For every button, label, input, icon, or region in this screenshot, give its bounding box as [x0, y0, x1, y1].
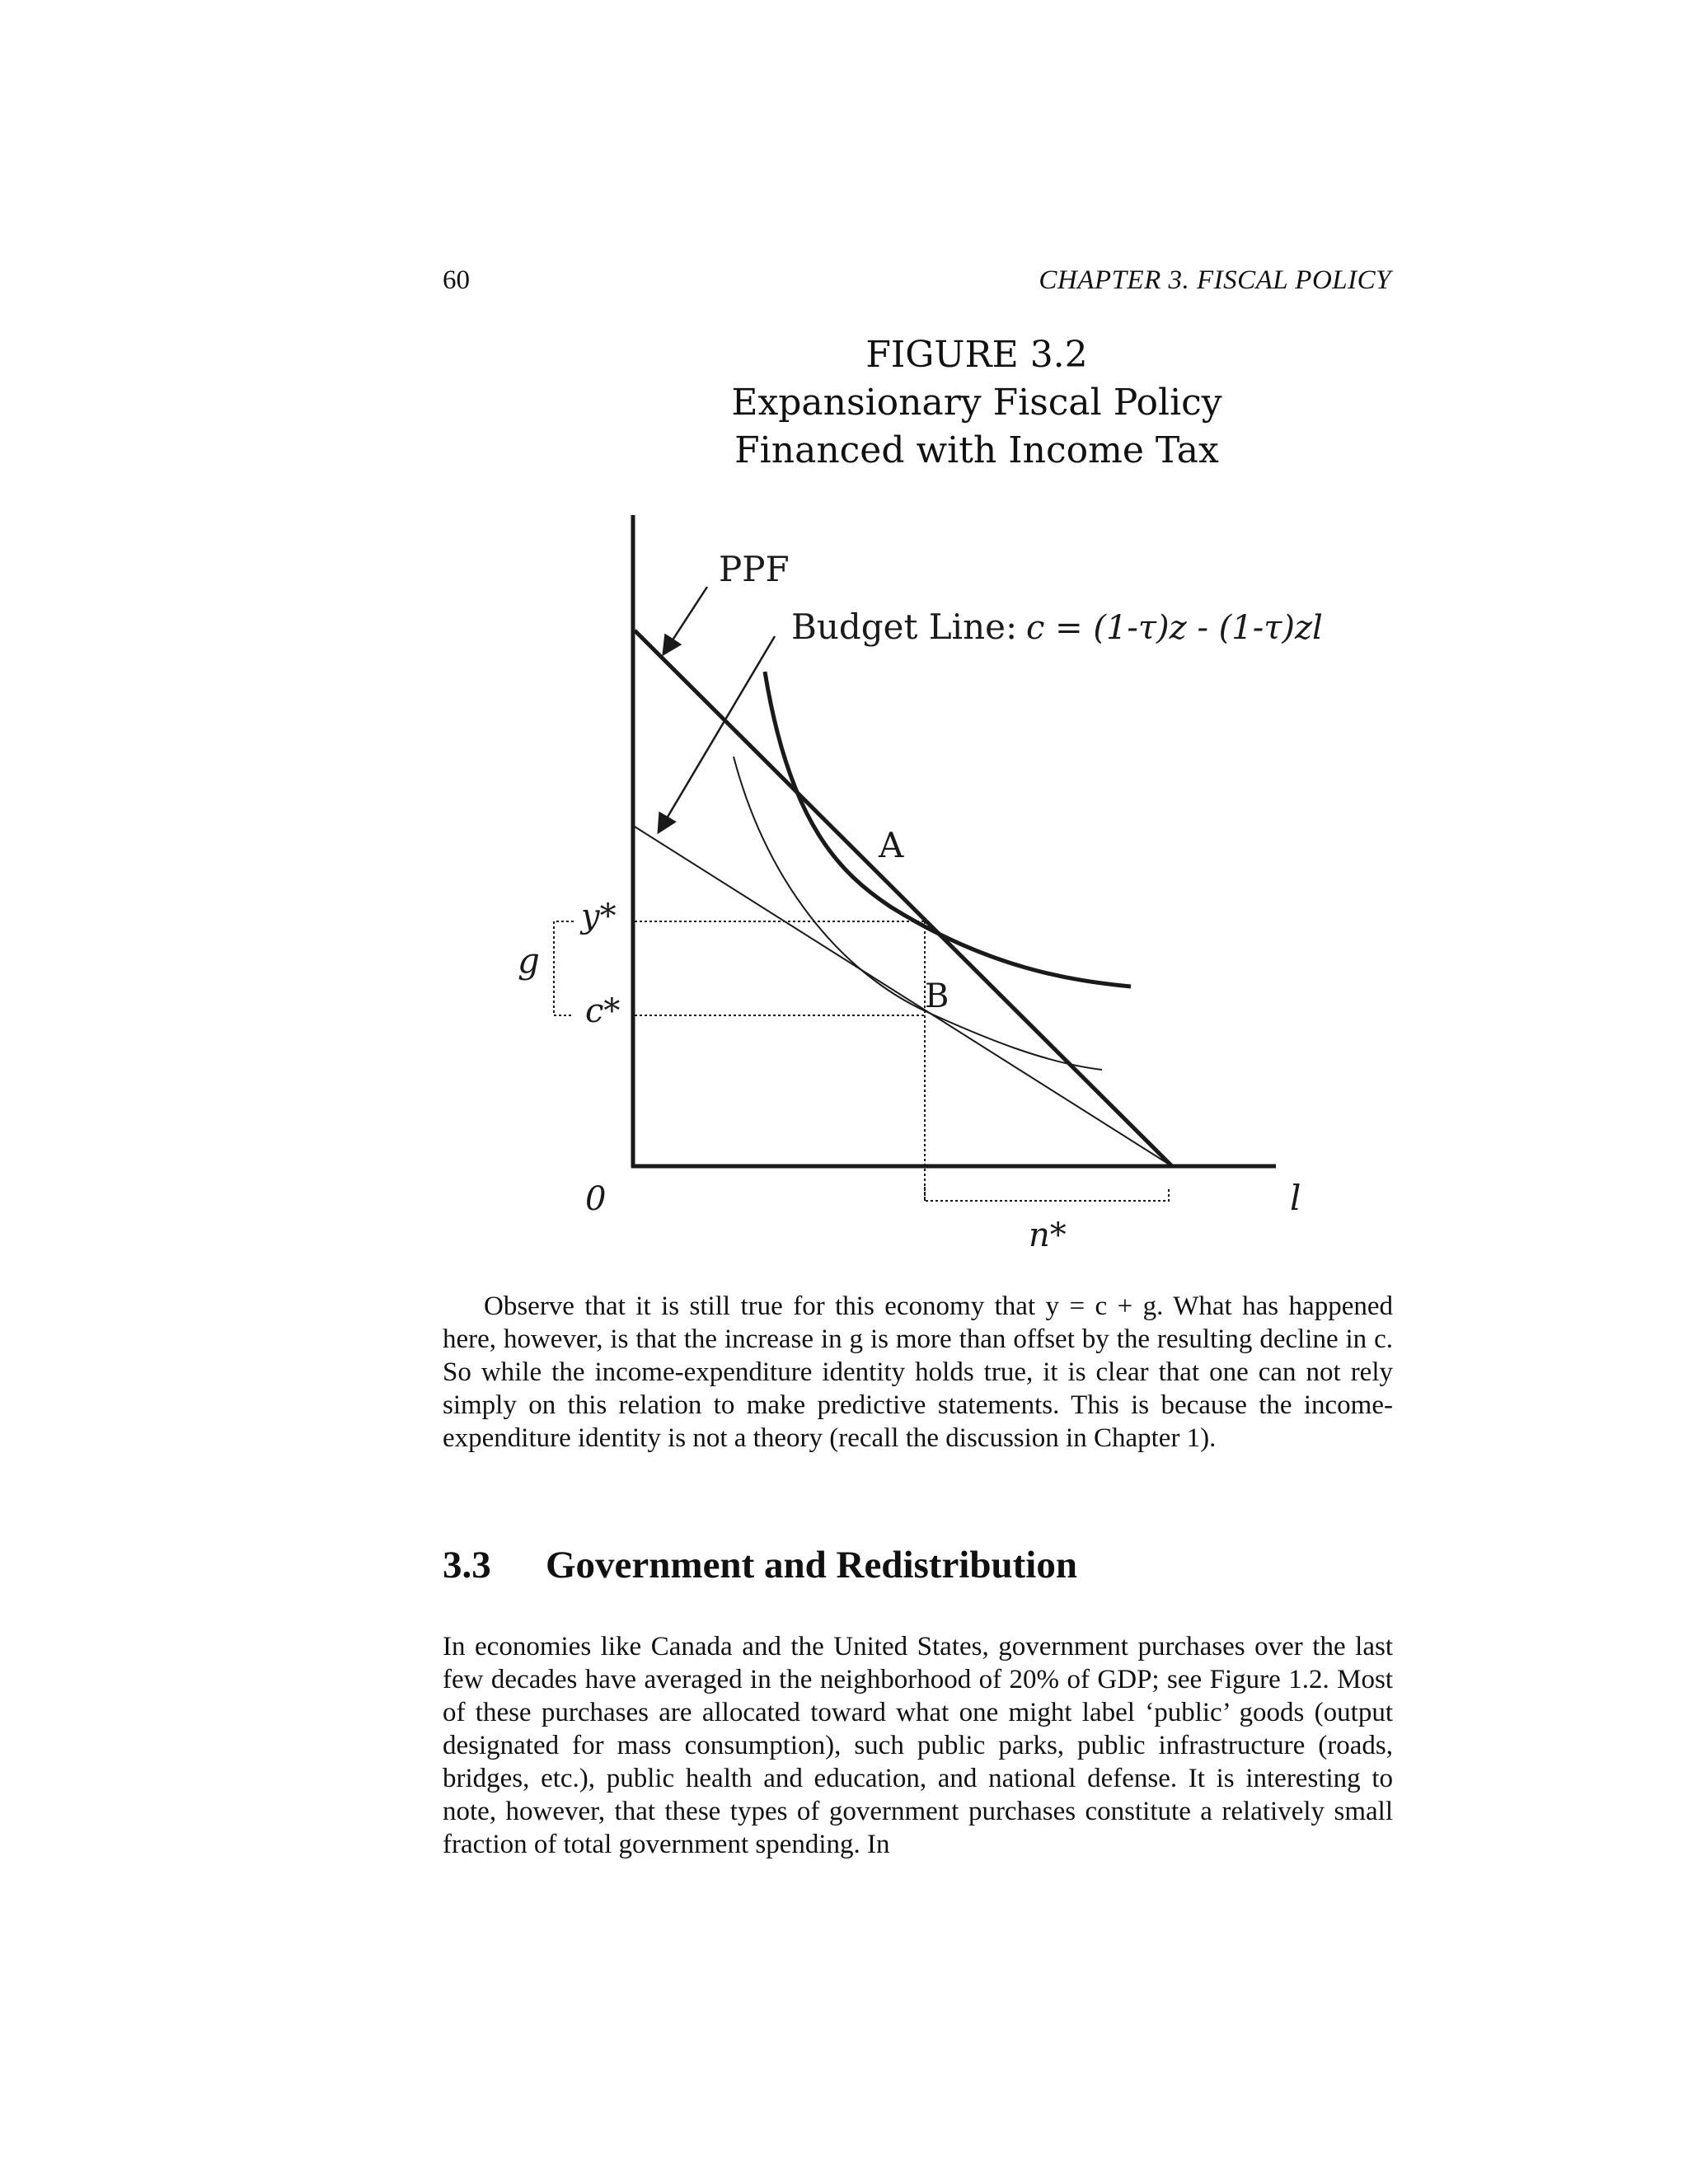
c-star-label: c*	[585, 992, 621, 1030]
section-title: Government and Redistribution	[546, 1544, 1077, 1586]
ppf-line	[635, 630, 1172, 1166]
ppf-label: PPF	[719, 549, 790, 589]
n-star-label: n*	[1029, 1216, 1067, 1254]
origin-label: 0	[585, 1180, 607, 1218]
page-number: 60	[443, 265, 470, 295]
y-star-label: y*	[581, 898, 617, 935]
point-b-label: B	[925, 977, 950, 1015]
budget-line-equation: c = (1-τ)z - (1-τ)zl	[1026, 609, 1323, 647]
g-label: g	[518, 940, 540, 981]
l-axis-label: l	[1290, 1178, 1301, 1218]
n-star-bracket	[925, 1187, 1169, 1201]
budget-line-label: Budget Line:	[791, 607, 1018, 647]
ppf-arrow	[664, 587, 707, 653]
point-a-label: A	[879, 825, 904, 865]
budget-line	[635, 827, 1172, 1166]
running-head: CHAPTER 3. FISCAL POLICY	[1039, 265, 1391, 295]
figure-title-line-1: Expansionary Fiscal Policy	[731, 382, 1222, 424]
g-bracket	[554, 921, 574, 1015]
figure-title-line-2: Financed with Income Tax	[734, 429, 1219, 471]
indifference-curve-a	[765, 672, 1131, 987]
paragraph-redistribution: In economies like Canada and the United States, government purchases over the last few decades have averaged in the neighborhood of 20% of GDP; see Figure 1.2. Most of these purchases are allocated toward what one might label ‘public’ goods (output designated for mass consumption), such public parks, public infrastructure (roads, bridges, etc.), public health and education, and national defense. It is interesting to note, however, that these types of government purchases constitute a relatively small fraction of total government spending. In	[443, 1632, 1393, 1859]
section-number: 3.3	[443, 1544, 491, 1586]
budget-line-arrow	[659, 636, 775, 831]
section-heading	[443, 1543, 1077, 1587]
paragraph-income-identity: Observe that it is still true for this economy that y = c + g. What has happened here, however, is that the increase in g is more than offset by the resulting decline in c. So while the income-expenditure identity holds true, it is clear that one can not rely simply on this relation to make predictive statements. This is because the income-expenditure identity is not a theory (recall the discussion in Chapter 1).	[443, 1291, 1393, 1453]
figure-label: FIGURE 3.2	[865, 334, 1088, 376]
